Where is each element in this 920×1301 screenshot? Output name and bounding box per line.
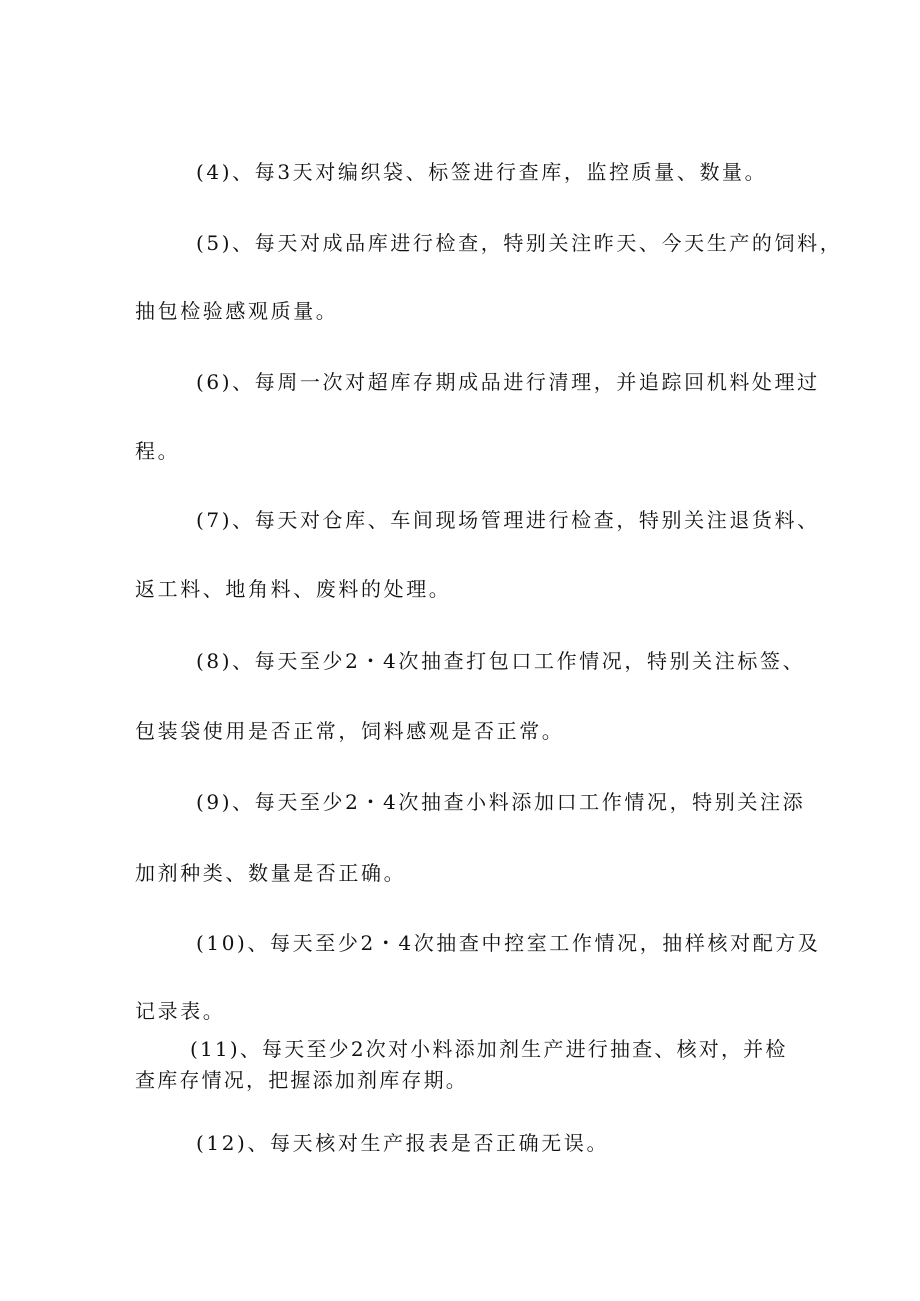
item-6-line-2: 程。: [135, 439, 181, 463]
item-11-line-2: 查库存情况，把握添加剂库存期。: [135, 1068, 468, 1092]
item-4-line-1: (4)、每3天对编织袋、标签进行查库，监控质量、数量。: [196, 160, 768, 184]
item-6-line-1: (6)、每周一次对超库存期成品进行清理，并追踪回机料处理过: [196, 370, 820, 394]
item-8-line-2: 包装袋使用是否正常，饲料感观是否正常。: [135, 719, 565, 743]
item-10-line-2: 记录表。: [135, 999, 226, 1023]
item-5-line-1: (5)、每天对成品库进行检查，特别关注昨天、今天生产的饲料，: [196, 231, 843, 255]
item-12-line-1: (12)、每天核对生产报表是否正确无误。: [196, 1131, 610, 1155]
item-8-line-1: (8)、每天至少2・4次抽查打包口工作情况，特别关注标签、: [196, 649, 806, 673]
item-7-line-1: (7)、每天对仓库、车间现场管理进行检查，特别关注退货料、: [196, 508, 820, 532]
item-5-line-2: 抽包检验感观质量。: [135, 299, 339, 323]
item-7-line-2: 返工料、地角料、废料的处理。: [135, 577, 452, 601]
item-9-line-2: 加剂种类、数量是否正确。: [135, 861, 407, 885]
item-10-line-1: (10)、每天至少2・4次抽查中控室工作情况，抽样核对配方及: [196, 931, 821, 955]
item-9-line-1: (9)、每天至少2・4次抽查小料添加口工作情况，特别关注添: [196, 790, 806, 814]
item-11-line-1: (11)、每天至少2次对小料添加剂生产进行抽查、核对，并检: [190, 1037, 788, 1061]
